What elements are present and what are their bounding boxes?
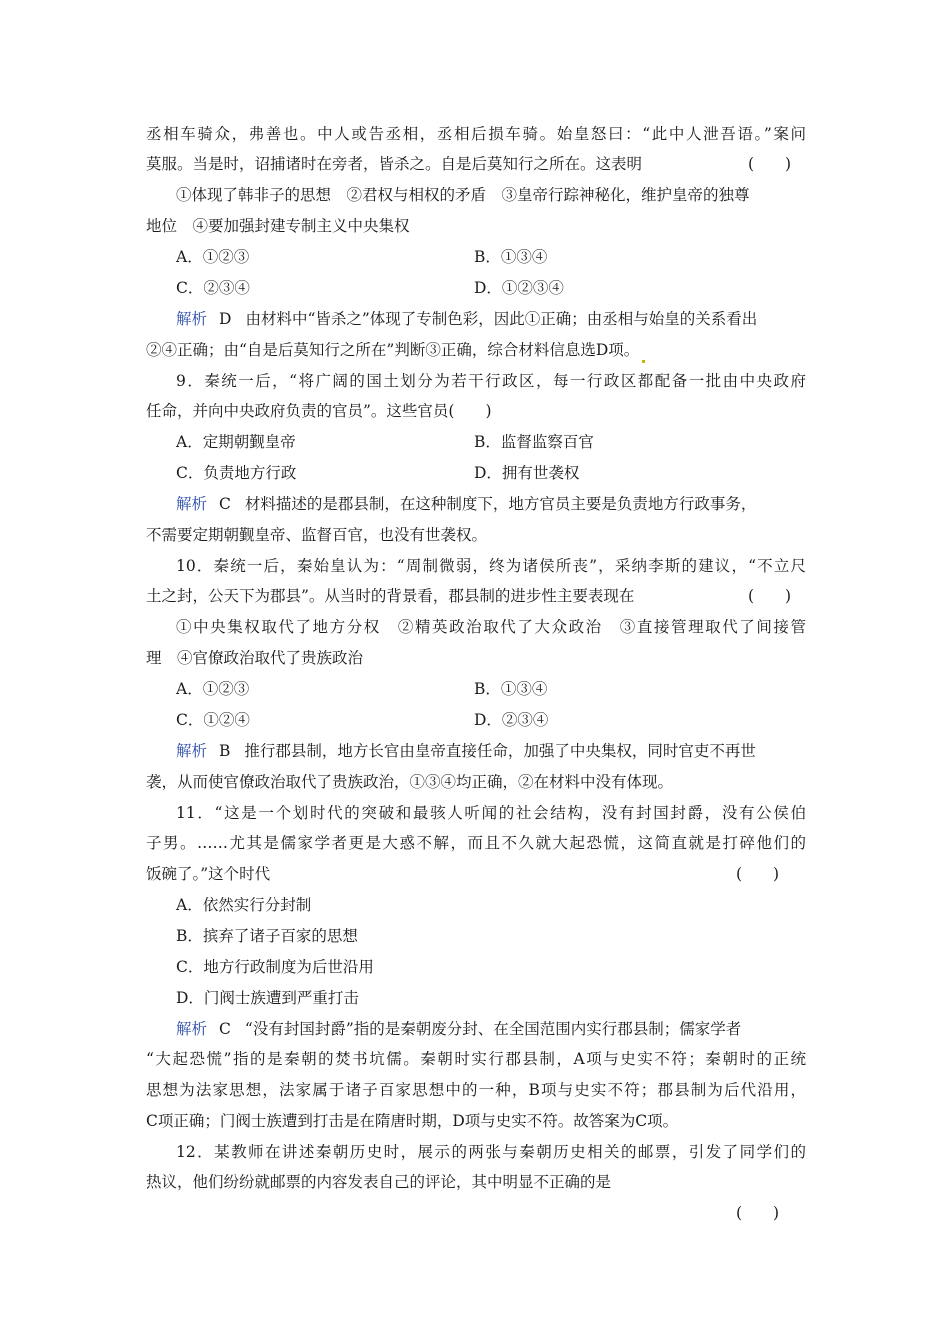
q11-answer-bracket: ( ) <box>736 865 780 883</box>
q9-analysis-line: 不需要定期朝觐皇帝、监督百官，也没有世袭权。 <box>146 526 488 544</box>
q9-analysis <box>176 491 756 517</box>
q9-option-a: A．定期朝觐皇帝 <box>176 433 296 451</box>
q11-stem-line: 11．“这是一个划时代的突破和最骇人听闻的社会结构，没有封国封爵，没有公侯伯 <box>176 804 806 822</box>
q11-option-a: A．依然实行分封制 <box>176 896 312 914</box>
q8-answer-bracket: ( ) <box>748 155 792 173</box>
q10-stem-line: 10．秦统一后，秦始皇认为：“周制微弱，终为诸侯所丧”，采纳李斯的建议，“不立尺 <box>176 557 806 575</box>
q10-items-line: 理 ④官僚政治取代了贵族政治 <box>146 649 364 667</box>
q8-option-a: A．①②③ <box>176 248 250 266</box>
analysis-tag: 解析 <box>176 1020 208 1038</box>
q11-analysis-line: 思想为法家思想，法家属于诸子百家思想中的一种，B项与史实不符；郡县制为后代沿用， <box>146 1081 806 1099</box>
q11-analysis-line: C项正确；门阀士族遭到打击是在隋唐时期，D项与史实不符。故答案为C项。 <box>146 1112 679 1130</box>
q11-option-d: D．门阀士族遭到严重打击 <box>176 989 359 1007</box>
q11-analysis-line: “大起恐慌”指的是秦朝的焚书坑儒。秦朝时实行郡县制，A项与史实不符；秦朝时的正统 <box>146 1050 806 1068</box>
q12-answer-bracket: ( ) <box>736 1204 780 1222</box>
q10-option-c: C．①②④ <box>176 711 250 729</box>
q11-stem-line: 饭碗了。”这个时代 <box>146 865 271 883</box>
analysis-text: “没有封国封爵”指的是秦朝废分封、在全国范围内实行郡县制；儒家学者 <box>244 1020 742 1038</box>
q10-answer-bracket: ( ) <box>748 587 792 605</box>
q10-analysis <box>176 738 756 764</box>
q8-stem-line: 丞相车骑众，弗善也。中人或告丞相，丞相后损车骑。始皇怒曰：“此中人泄吾语。”案问 <box>146 125 806 143</box>
q9-option-d: D．拥有世袭权 <box>474 464 580 482</box>
answer-letter: D <box>219 310 232 328</box>
q8-option-d: D．①②③④ <box>474 279 564 297</box>
q10-analysis-line: 袭，从而使官僚政治取代了贵族政治，①③④均正确，②在材料中没有体现。 <box>146 773 674 791</box>
analysis-tag: 解析 <box>176 495 208 513</box>
q8-items-line: ①体现了韩非子的思想 ②君权与相权的矛盾 ③皇帝行踪神秘化，维护皇帝的独尊 <box>176 186 750 204</box>
answer-letter: B <box>219 742 231 760</box>
q10-option-b: B．①③④ <box>474 680 548 698</box>
analysis-tag: 解析 <box>176 742 208 760</box>
q8-option-c: C．②③④ <box>176 279 250 297</box>
analysis-text: 材料描述的是郡县制，在这种制度下，地方官员主要是负责地方行政事务， <box>244 495 757 513</box>
analysis-text: ②④正确；由“自是后莫知行之所在”判断③正确，综合材料信息选D项。 <box>146 341 640 359</box>
q8-analysis <box>176 306 757 332</box>
q8-analysis-line <box>146 337 645 363</box>
q9-stem-line: 9．秦统一后，“将广阔的国土划分为若干行政区，每一行政区都配备一批由中央政府 <box>176 372 806 390</box>
q11-option-c: C．地方行政制度为后世沿用 <box>176 958 374 976</box>
q10-option-a: A．①②③ <box>176 680 250 698</box>
q11-stem-line: 子男。……尤其是儒家学者更是大惑不解，而且不久就大起恐慌，这简直就是打碎他们的 <box>146 834 806 852</box>
answer-letter: C <box>219 1020 231 1038</box>
q8-items-line: 地位 ④要加强封建专制主义中央集权 <box>146 217 410 235</box>
q8-option-b: B．①③④ <box>474 248 548 266</box>
q9-option-b: B．监督监察百官 <box>474 433 594 451</box>
q11-option-b: B．摈弃了诸子百家的思想 <box>176 927 358 945</box>
q8-stem-line: 莫服。当是时，诏捕诸时在旁者，皆杀之。自是后莫知行之所在。这表明 <box>146 155 643 173</box>
q9-option-c: C．负责地方行政 <box>176 464 297 482</box>
q12-stem-line: 热议，他们纷纷就邮票的内容发表自己的评论，其中明显不正确的是 <box>146 1173 612 1191</box>
analysis-text: 由材料中“皆杀之”体现了专制色彩，因此①正确；由丞相与始皇的关系看出 <box>245 310 758 328</box>
q10-items-line: ①中央集权取代了地方分权 ②精英政治取代了大众政治 ③直接管理取代了间接管 <box>176 618 806 636</box>
analysis-text: 推行郡县制，地方长官由皇帝直接任命，加强了中央集权，同时官吏不再世 <box>244 742 756 760</box>
answer-letter: C <box>219 495 231 513</box>
q11-analysis <box>176 1016 741 1042</box>
analysis-tag: 解析 <box>176 310 208 328</box>
q9-stem-line: 任命，并向中央政府负责的官员”。这些官员( ) <box>146 402 492 420</box>
q12-stem-line: 12．某教师在讲述秦朝历史时，展示的两张与秦朝历史相关的邮票，引发了同学们的 <box>176 1143 806 1161</box>
mark-dot <box>642 360 645 363</box>
q10-stem-line: 土之封，公天下为郡县”。从当时的背景看，郡县制的进步性主要表现在 <box>146 587 635 605</box>
q10-option-d: D．②③④ <box>474 711 549 729</box>
